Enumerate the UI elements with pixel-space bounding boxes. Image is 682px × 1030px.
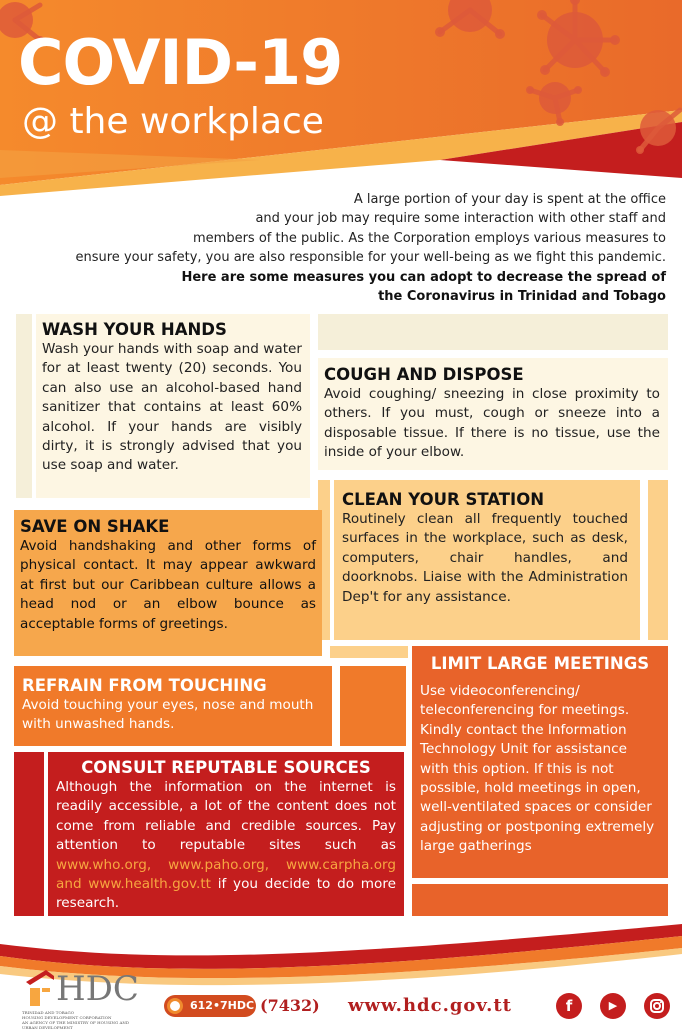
section-wash-hands xyxy=(36,314,310,498)
phone-number[interactable]: (7432) xyxy=(260,996,320,1015)
paho-link[interactable]: www.paho.org, xyxy=(168,856,270,873)
carpha-health-links[interactable]: www.carpha.org and www.health.gov.tt xyxy=(56,856,397,893)
phone-badge-text: 612•7HDC xyxy=(190,999,255,1012)
logo-caption-line: TRINIDAD AND TOBAGO xyxy=(22,1010,75,1015)
instagram-icon[interactable] xyxy=(644,993,670,1019)
section-save-on-shake xyxy=(14,510,322,656)
section-heading: REFRAIN FROM TOUCHING xyxy=(22,676,267,695)
deco-block xyxy=(14,752,44,916)
section-refrain-touching xyxy=(14,666,332,746)
deco-block xyxy=(340,666,406,746)
deco-block xyxy=(330,646,408,658)
section-body: Avoid handshaking and other forms of physical contact. It may appear awkward at first but our Caribbean culture allows a head nod or an elbow bounce as acceptable forms of greetings. xyxy=(20,538,316,632)
instagram-glyph xyxy=(644,993,670,1019)
intro-bold-line: Here are some measures you can adopt to decrease the spread of xyxy=(181,269,666,285)
page-title: COVID-19 xyxy=(18,26,343,99)
section-limit-meetings xyxy=(412,646,668,878)
section-heading: CONSULT REPUTABLE SOURCES xyxy=(81,758,371,777)
page-subtitle: @ the workplace xyxy=(22,101,324,142)
hdc-logo-text: HDC xyxy=(56,969,139,1009)
hdc-logo-icon xyxy=(24,968,56,1008)
phone-badge[interactable] xyxy=(164,995,256,1017)
website-link[interactable]: www.hdc.gov.tt xyxy=(348,995,512,1016)
section-body: Use videoconferencing/ teleconferencing for meetings. Kindly contact the Information Technology Unit for assistance with this option. If this is not possible, hold meetings in open, well-ventilated spaces or consider adjusting or postponing extremely large gatherings xyxy=(420,683,655,855)
section-heading: CLEAN YOUR STATION xyxy=(342,490,545,509)
section-clean-station xyxy=(334,480,640,640)
intro-line: ensure your safety, you are also responsible for your well-being as we fight this pandemic. xyxy=(75,250,666,266)
facebook-icon[interactable]: f xyxy=(556,993,582,1019)
intro-line: and your job may require some interaction with other staff and xyxy=(255,211,666,227)
section-heading: LIMIT LARGE MEETINGS xyxy=(430,654,650,673)
section-cough-dispose xyxy=(318,358,668,470)
section-body: Avoid coughing/ sneezing in close proximity to others. If you must, cough or sneeze into a disposable tissue. If there is no tissue, use the inside of your elbow. xyxy=(324,386,660,461)
deco-block xyxy=(16,314,32,498)
intro-line: members of the public. As the Corporation employs various measures to xyxy=(193,230,666,246)
section-consult-sources xyxy=(48,752,404,916)
hdc-logo-caption xyxy=(22,1010,142,1030)
who-link[interactable]: www.who.org, xyxy=(56,856,152,873)
intro-line: A large portion of your day is spent at the office xyxy=(353,192,666,207)
deco-block xyxy=(412,884,668,916)
section-body: Wash your hands with soap and water for at least twenty (20) seconds. You can also use an alcohol-based hand sanitizer that contains at least 60% alcohol. If your hands are visibly dirty, it is strongly advised that you use soap and water. xyxy=(42,341,302,474)
intro-bold-line: the Coronavirus in Trinidad and Tobago xyxy=(378,289,666,305)
youtube-icon[interactable]: ▶ xyxy=(600,993,626,1019)
deco-block xyxy=(648,480,668,640)
section-body: Routinely clean all frequently touched surfaces in the workplace, such as desk, computers, chair handles, and doorknobs. Liaise with the Administration Dep't for any assistance. xyxy=(342,511,628,605)
intro-text xyxy=(6,190,666,306)
section-body: Avoid touching your eyes, nose and mouth with unwashed hands. xyxy=(22,697,314,733)
phone-logo-icon xyxy=(167,998,183,1014)
section-heading: COUGH AND DISPOSE xyxy=(324,365,524,384)
deco-block xyxy=(318,314,668,350)
logo-caption-line: HOUSING DEVELOPMENT CORPORATION xyxy=(22,1015,112,1020)
section-body xyxy=(56,778,396,914)
section-heading: SAVE ON SHAKE xyxy=(20,517,170,536)
section-heading: WASH YOUR HANDS xyxy=(42,320,227,339)
section-body-text: if you decide to do more research. xyxy=(56,876,396,912)
section-body-text: Although the information on the internet is readily accessible, a lot of the content does not come from reliable and credible sources. Pay attention to reputable sites such as xyxy=(56,779,396,854)
logo-caption-line: AN AGENCY OF THE MINISTRY OF HOUSING AND URBAN DEVELOPMENT xyxy=(22,1020,130,1030)
